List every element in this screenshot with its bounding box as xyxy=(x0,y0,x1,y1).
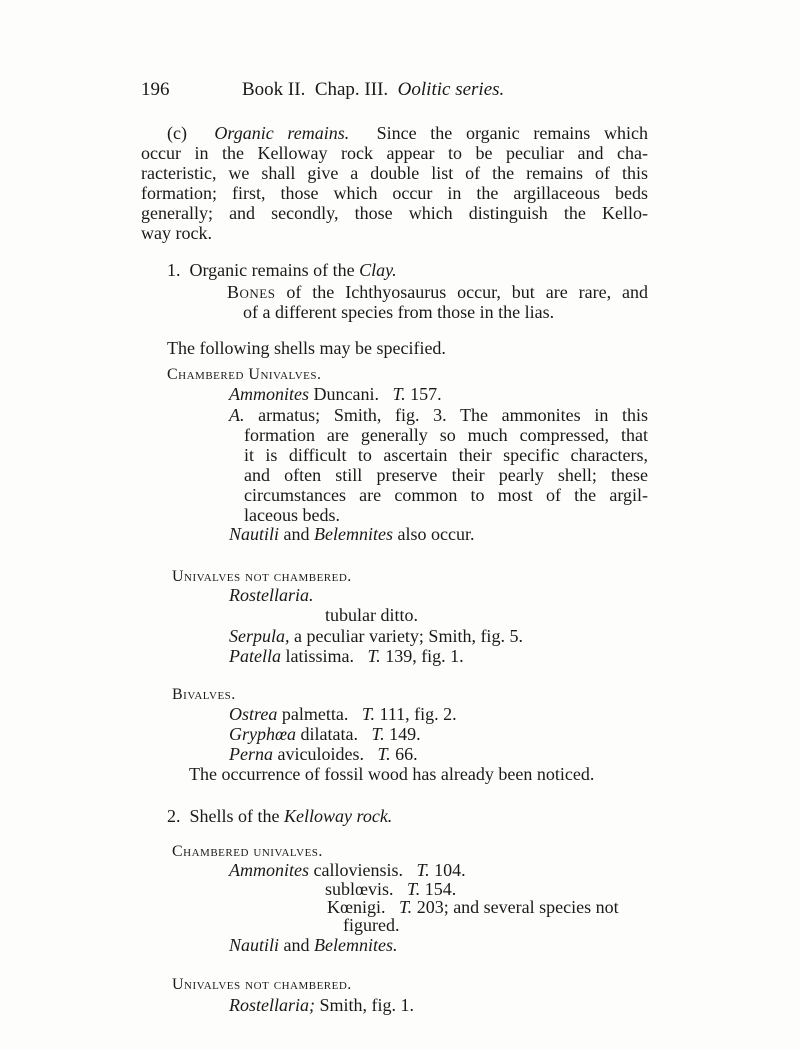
serpula xyxy=(229,626,523,646)
patella-ref: 139, fig. 1. xyxy=(385,646,464,666)
koenigi-t: T. xyxy=(399,897,413,917)
perna-t: T. xyxy=(377,744,391,764)
calloviensis-t: T. xyxy=(416,860,430,880)
ammonites-calloviensis xyxy=(229,860,466,880)
sublaevis: sublœvis. xyxy=(325,879,394,899)
rostellaria2-rest: Smith, fig. 1. xyxy=(319,995,415,1015)
gryphaea-ref: 149. xyxy=(389,724,421,744)
unchambered2-heading: Univalves not chambered. xyxy=(172,976,352,993)
part1-title-italic: Clay. xyxy=(359,260,397,280)
patella-rest: latissima. xyxy=(285,646,354,666)
perna-ref: 66. xyxy=(395,744,418,764)
intro-line-3: racteristic, we shall give a double list of the remains of this xyxy=(141,163,648,183)
unchambered-heading: Univalves not chambered. xyxy=(172,568,352,585)
fossil-wood: The occurrence of fossil wood has already been noticed. xyxy=(189,764,595,784)
sublaevis-ref: 154. xyxy=(424,879,457,899)
nautili-belemnites xyxy=(229,524,474,544)
koenigi: Kœnigi. xyxy=(327,897,386,917)
and-word: and xyxy=(283,524,310,544)
intro-line-1 xyxy=(167,123,648,143)
header-book: Book II. xyxy=(242,79,306,100)
gryphaea-rest: dilatata. xyxy=(300,724,358,744)
armatus-abbr: A. xyxy=(229,405,245,425)
intro-heading: Organic remains. xyxy=(214,123,350,143)
header-chapter: Chap. III. xyxy=(314,79,389,100)
ostrea-rest: palmetta. xyxy=(281,704,349,724)
bones-line-2: of a different species from those in the lias. xyxy=(243,302,555,322)
ostrea-t: T. xyxy=(361,704,376,724)
rostellaria2-line xyxy=(229,995,414,1015)
koenigi-ref: 203; and several species not xyxy=(416,897,619,917)
calloviensis-ref: 104. xyxy=(434,860,466,880)
serpula-name: Serpula, xyxy=(229,626,290,646)
intro-line1-rest: Since the organic remains which xyxy=(376,123,648,143)
perna xyxy=(229,744,418,764)
chambered-heading: Chambered Univalves. xyxy=(167,366,322,383)
intro-line-6: way rock. xyxy=(141,223,212,243)
nautili2-line xyxy=(229,935,398,955)
rostellaria2: Rostellaria; xyxy=(229,995,315,1015)
bones-label: Bones xyxy=(227,282,276,302)
belemnites2: Belemnites. xyxy=(314,935,398,955)
perna-name: Perna xyxy=(229,744,273,764)
serpula-rest: a peculiar variety; Smith, fig. 5. xyxy=(294,626,523,646)
patella xyxy=(229,646,464,666)
bivalves-heading: Bivalves. xyxy=(172,686,236,703)
patella-t: T. xyxy=(367,646,381,666)
armatus-line-5: circumstances are common to most of the argil- xyxy=(244,485,648,505)
ostrea xyxy=(229,704,457,724)
also-occur: also occur. xyxy=(397,524,475,544)
armatus-line-1 xyxy=(229,405,648,425)
shells-intro: The following shells may be specified. xyxy=(167,338,446,358)
gryphaea-name: Gryphœa xyxy=(229,724,296,744)
sublaevis-line xyxy=(325,879,456,899)
ostrea-name: Ostrea xyxy=(229,704,278,724)
ostrea-ref: 111, fig. 2. xyxy=(379,704,457,724)
ammonites-genus: Ammonites xyxy=(229,384,309,404)
gryphaea xyxy=(229,724,421,744)
intro-line-2: occur in the Kelloway rock appear to be peculiar and cha- xyxy=(141,143,648,163)
ammonites2-genus: Ammonites xyxy=(229,860,309,880)
part2-title-italic: Kelloway rock. xyxy=(284,806,393,826)
rostellaria-name: Rostellaria. xyxy=(229,585,314,605)
patella-name: Patella xyxy=(229,646,281,666)
bones-line-1 xyxy=(227,282,648,302)
figured-line: figured. xyxy=(343,915,400,935)
ammonites-duncani xyxy=(229,384,442,404)
ammonites-species: Duncani. xyxy=(313,384,379,404)
calloviensis: calloviensis. xyxy=(313,860,403,880)
part1-title xyxy=(167,260,397,280)
header-section: Oolitic series. xyxy=(397,79,505,100)
part2-title xyxy=(167,806,392,826)
part2-title-prefix: Shells of the xyxy=(189,806,280,826)
armatus-line-3: it is difficult to ascertain their specific characters, xyxy=(244,445,648,465)
ammonites-ref-n: 157. xyxy=(410,384,442,404)
nautili2: Nautili xyxy=(229,935,280,955)
page-number: 196 xyxy=(141,79,170,100)
sublaevis-t: T. xyxy=(407,879,421,899)
nautili: Nautili xyxy=(229,524,280,544)
rostellaria xyxy=(229,585,314,605)
gryphaea-t: T. xyxy=(371,724,385,744)
part2-number: 2. xyxy=(167,806,181,826)
and2-word: and xyxy=(283,935,310,955)
koenigi-line xyxy=(327,897,619,917)
chambered2-heading: Chambered univalves. xyxy=(172,843,323,860)
armatus-rest: armatus; Smith, fig. 3. The ammonites in this xyxy=(258,405,648,425)
part1-number: 1. xyxy=(167,260,181,280)
armatus-line-2: formation are generally so much compressed, that xyxy=(244,425,648,445)
tubular-ditto: tubular ditto. xyxy=(325,605,418,625)
bones-rest: of the Ichthyosaurus occur, but are rare, and xyxy=(286,282,649,302)
intro-label: (c) xyxy=(167,123,187,143)
belemnites: Belemnites xyxy=(314,524,393,544)
armatus-line-4: and often still preserve their pearly shell; these xyxy=(244,465,648,485)
intro-line-4: formation; first, those which occur in the argillaceous beds xyxy=(141,183,648,203)
armatus-line-6: laceous beds. xyxy=(244,505,340,525)
intro-line-5: generally; and secondly, those which distinguish the Kello- xyxy=(141,203,648,223)
ammonites-ref-t: T. xyxy=(392,384,406,404)
part1-title-prefix: Organic remains of the xyxy=(189,260,355,280)
running-header xyxy=(242,80,504,100)
perna-rest: aviculoides. xyxy=(277,744,364,764)
